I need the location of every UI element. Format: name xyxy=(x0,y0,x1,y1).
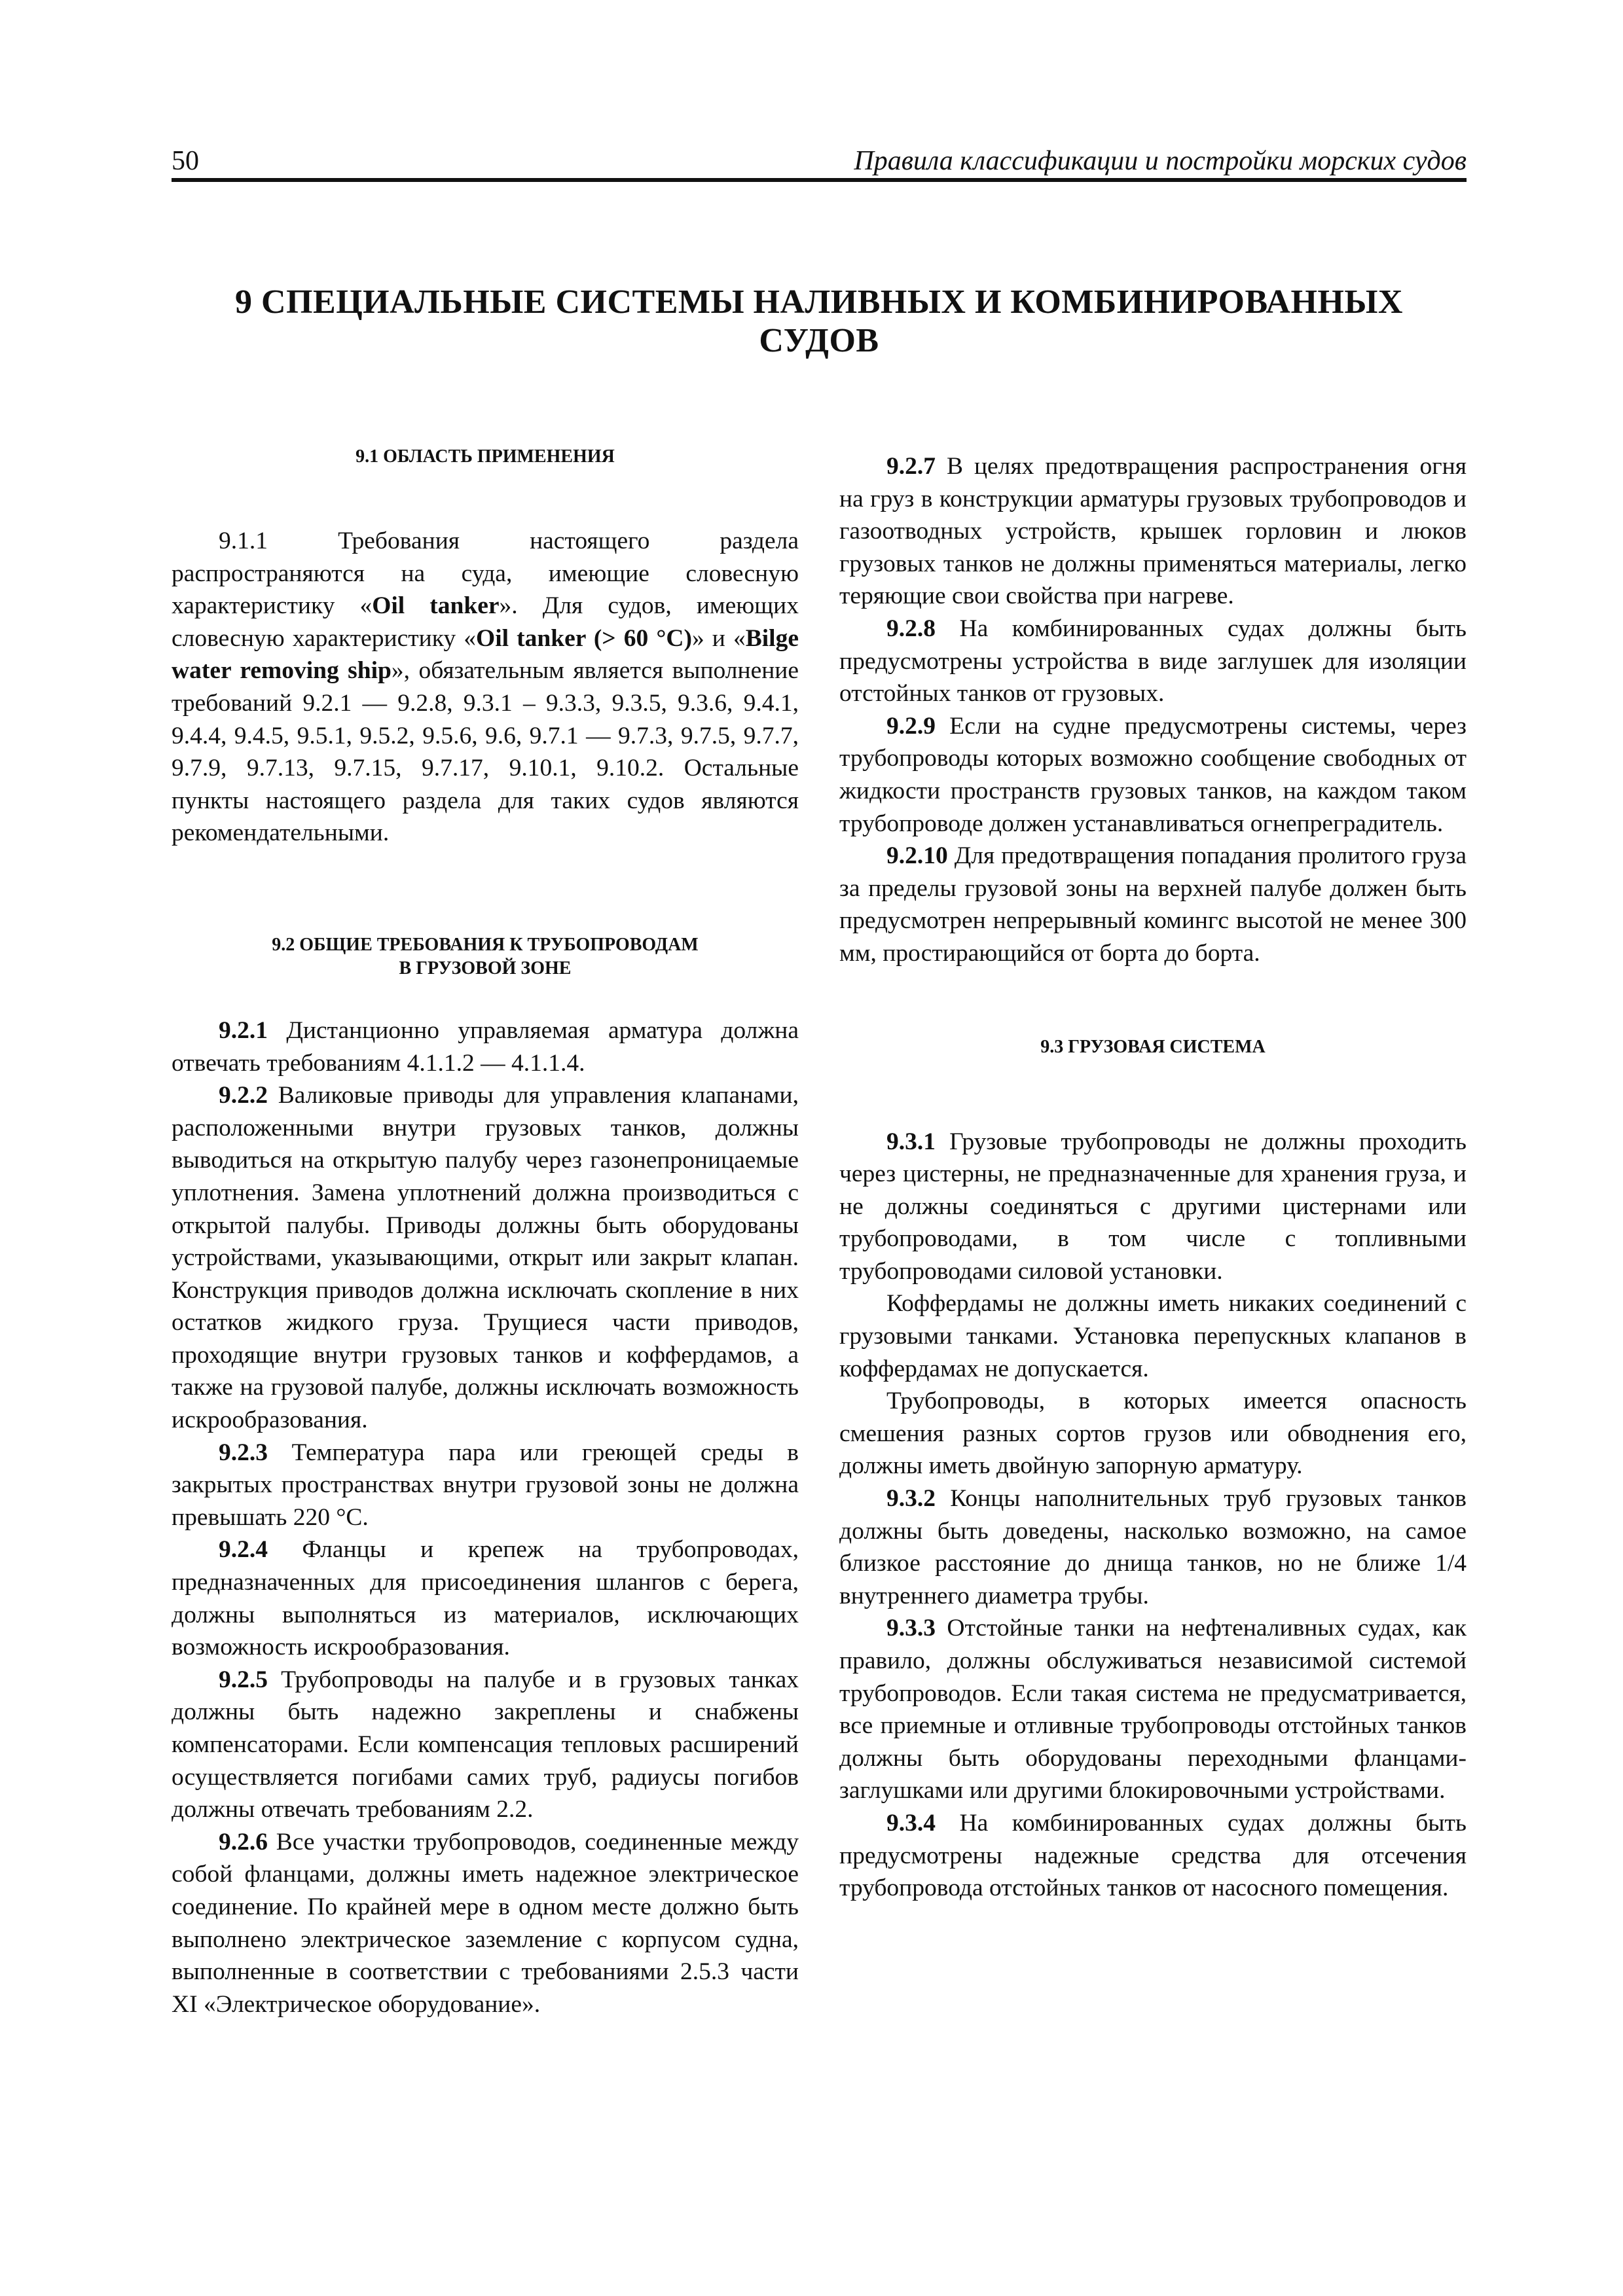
paragraph-9-3-1-double-valves: Трубопроводы, в которых имеется опасность смешения разных сортов грузов или обводнения его, должны иметь двойную запорную арматуру. xyxy=(839,1388,1467,1480)
right-column xyxy=(839,450,1467,1905)
paragraph-9-2-8: 9.2.8 На комбинированных судах должны быть предусмотрены устройства в виде заглушек для изоляции отстойных танков от грузовых. xyxy=(839,615,1467,708)
paragraph-9-2-1: 9.2.1 Дистанционно управляемая арматура должна отвечать требованиям 4.1.1.2 — 4.1.1.4. xyxy=(172,1016,799,1077)
paragraph-9-3-1: 9.3.1 Грузовые трубопроводы не должны проходить через цистерны, не предназначенные для хранения груза, и не должны соединяться с другими цистернами или трубопроводами, в том числе с топливными трубопроводами силовой установки. xyxy=(839,1128,1467,1285)
page-header xyxy=(172,145,1467,182)
paragraph-9-2-5: 9.2.5 Трубопроводы на палубе и в грузовых танках должны быть надежно закреплены и снабжены компенсаторами. Если компенсация тепловых расширений осуществляется погибами самих труб, радиусы погибов должны отвечать требованиям 2.2. xyxy=(172,1666,799,1823)
running-title: Правила классификации и постройки морских судов xyxy=(854,146,1467,176)
chapter-title: 9 СПЕЦИАЛЬНЫЕ СИСТЕМЫ НАЛИВНЫХ И КОМБИНИРОВАННЫХ СУДОВ xyxy=(235,283,1403,359)
paragraph-9-3-2: 9.3.2 Концы наполнительных труб грузовых танков должны быть доведены, насколько возможно, на самое близкое расстояние до днища танков, но не ближе 1/4 внутреннего диаметра трубы. xyxy=(839,1485,1467,1609)
paragraph-9-2-7: 9.2.7 В целях предотвращения распространения огня на груз в конструкции арматуры грузовых трубопроводов и газоотводных устройств, крышек горловин и люков грузовых танков не должны применяться материалы, легко теряющие свои свойства при нагреве. xyxy=(839,453,1467,610)
paragraph-9-2-6: 9.2.6 Все участки трубопроводов, соединенные между собой фланцами, должны иметь надежное электрическое соединение. По крайней мере в одном месте должно быть выполнено электрическое заземление с корпусом судна, выполненные в соответствии с требованиями 2.5.3 части XI «Электрическое оборудование». xyxy=(172,1828,799,2018)
paragraph-9-2-10: 9.2.10 Для предотвращения попадания пролитого груза за пределы грузовой зоны на верхней палубе должен быть предусмотрен непрерывный комингс высотой не менее 300 мм, простирающийся от борта до борта. xyxy=(839,842,1467,967)
paragraph-9-1-1: 9.1.1 Требования настоящего раздела распространяются на суда, имеющие словесную характеристику «Oil tanker». Для судов, имеющих словесную характеристику «Oil tanker (> 60 °C)» и «Bilge water removing ship», обязательным является выполнение требований 9.2.1 — 9.2.8, 9.3.1 – 9.3.3, 9.3.5, 9.3.6, 9.4.1, 9.4.4, 9.4.5, 9.5.1, 9.5.2, 9.5.6, 9.6, 9.7.1 — 9.7.3, 9.7.5, 9.7.7, 9.7.9, 9.7.13, 9.7.15, 9.7.17, 9.10.1, 9.10.2. Остальные пункты настоящего раздела для таких судов являются рекомендательными. xyxy=(172,528,799,847)
section-9-3-title: 9.3 ГРУЗОВАЯ СИСТЕМА xyxy=(1040,1036,1266,1057)
section-9-1-title: 9.1 ОБЛАСТЬ ПРИМЕНЕНИЯ xyxy=(356,446,615,467)
paragraph-9-3-4: 9.3.4 На комбинированных судах должны быть предусмотрены надежные средства для отсечения трубопровода отстойных танков от насосного помещения. xyxy=(839,1809,1467,1902)
left-column xyxy=(172,445,799,2020)
paragraph-9-2-2: 9.2.2 Валиковые приводы для управления клапанами, расположенными внутри грузовых танков, должны выводиться на открытую палубу через газонепроницаемые уплотнения. Замена уплотнений должна производиться с открытой палубы. Приводы должны быть оборудованы устройствами, указывающими, открыт или закрыт клапан. Конструкция приводов должна исключать скопление в них остатков жидкого груза. Трущиеся части приводов, проходящие внутри грузовых танков и коффердамов, а также на грузовой палубе, должны исключать возможность искрообразования. xyxy=(172,1082,799,1434)
paragraph-9-3-3: 9.3.3 Отстойные танки на нефтеналивных судах, как правило, должны обслуживаться независимой системой трубопроводов. Если такая система не предусматривается, все приемные и отливные трубопроводы отстойных танков должны быть оборудованы переходными фланцами-заглушками или другими блокировочными устройствами. xyxy=(839,1615,1467,1804)
paragraph-9-2-9: 9.2.9 Если на судне предусмотрены системы, через трубопроводы которых возможно сообщение свободных от жидкости пространств грузовых танков, на каждом таком трубопроводе должен устанавливаться огнепреградитель. xyxy=(839,712,1467,837)
page-number: 50 xyxy=(172,146,199,176)
section-9-2-title: 9.2 ОБЩИЕ ТРЕБОВАНИЯ К ТРУБОПРОВОДАМ В ГРУЗОВОЙ ЗОНЕ xyxy=(272,934,699,978)
paragraph-9-2-4: 9.2.4 Фланцы и крепеж на трубопроводах, предназначенных для присоединения шлангов с берега, должны выполняться из материалов, исключающих возможность искрообразования. xyxy=(172,1536,799,1661)
paragraph-9-2-3: 9.2.3 Температура пара или греющей среды в закрытых пространствах внутри грузовой зоны не должна превышать 220 °С. xyxy=(172,1439,799,1531)
paragraph-9-3-1-cofferdams: Коффердамы не должны иметь никаких соединений с грузовыми танками. Установка перепускных клапанов в коффердамах не допускается. xyxy=(839,1290,1467,1382)
